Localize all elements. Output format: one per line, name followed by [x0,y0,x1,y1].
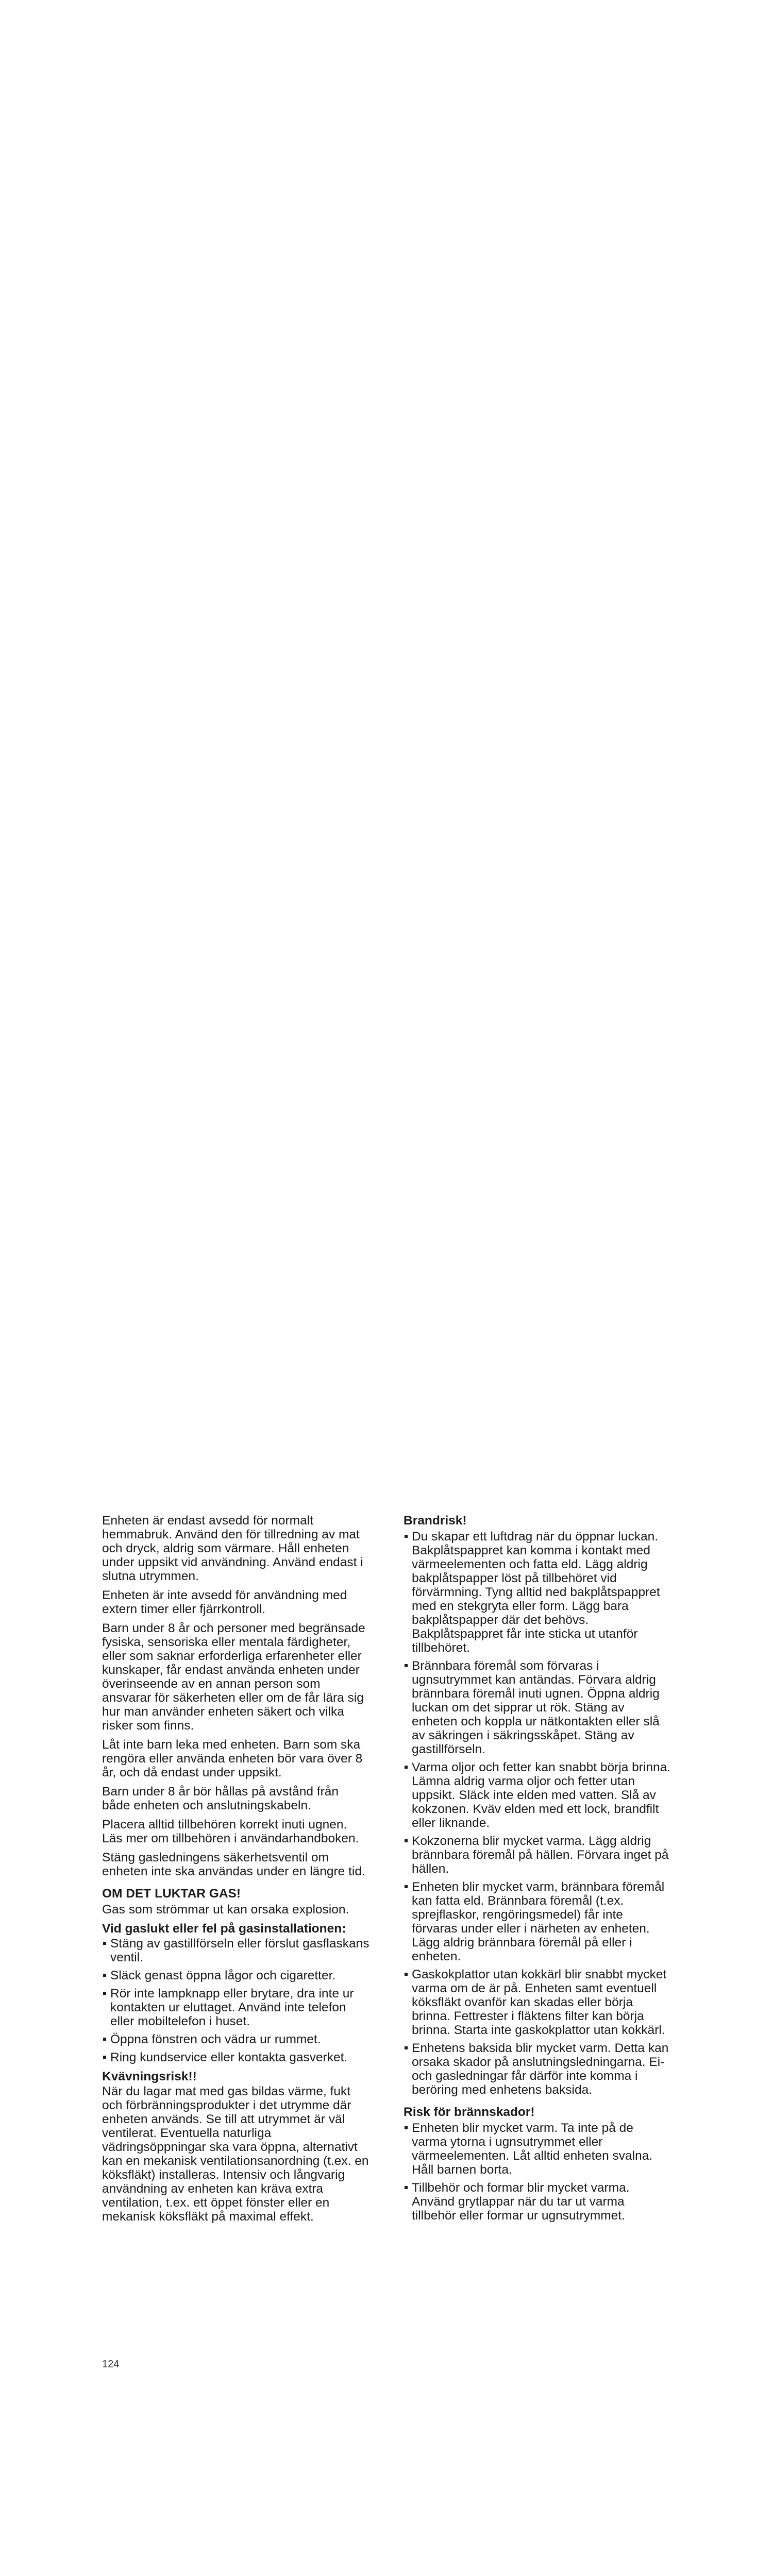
intro-paragraph-7: Stäng gasledningens säkerhetsventil om enheten inte ska användas under en längre tid. [102,1851,365,1878]
list-item: Ring kundservice eller kontakta gasverket. [102,2050,370,2064]
gas-leak-list [102,1937,370,2064]
page-number: 124 [102,2359,120,2370]
intro-paragraph-1: Enheten är endast avsedd för normalt hemmabruk. Använd den för tillredning av mat och dryck, aldrig som värmare. Håll enheten under uppsikt vid användning. Använd endast i slutna utrymmen. [102,1514,363,1583]
list-item: Rör inte lampknapp eller brytare, dra inte ur kontakten ur eluttaget. Använd inte telefon eller mobiltelefon i huset. [102,1987,370,2028]
gas-warning-heading: OM DET LUKTAR GAS! [102,1887,241,1901]
gas-warning-paragraph: Gas som strömmar ut kan orsaka explosion. [102,1903,349,1917]
list-item: Tillbehör och formar blir mycket varma. Använd grytlappar när du tar ut varma tillbehör eller formar ur ugnsutrymmet. [404,2181,671,2223]
intro-paragraph-2: Enheten är inte avsedd för användning med extern timer eller fjärrkontroll. [102,1588,347,1616]
fire-risk-heading: Brandrisk! [404,1514,467,1528]
list-item: Du skapar ett luftdrag när du öppnar luckan. Bakplåtspappret kan komma i kontakt med värmeelementen och fatta eld. Lägg aldrig bakplåtspapper löst på tillbehöret vid förvärmning. Tyng alltid ned bakplåtspappret med en stekgryta eller form. Lägg bara bakplåtspapper där det behövs. Bakplåtspappret får inte sticka ut utanför tillbehöret. [404,1530,671,1655]
list-item: Enheten blir mycket varm. Ta inte på de varma ytorna i ugnsutrymmet eller värmeelementen. Låt alltid enheten svalna. Håll barnen borta. [404,2121,671,2177]
list-item: Enhetens baksida blir mycket varm. Detta kan orsaka skador på anslutningsledningarna. Ei- och gasledningar får därför inte komma i beröring med enhetens baksida. [404,2041,671,2097]
intro-paragraph-3: Barn under 8 år och personer med begränsade fysiska, sensoriska eller mentala färdigheter, eller som saknar erforderliga erfarenheter eller kunskaper, får endast använda enheten under överinseende av en annan person som ansvarar för säkerheten eller om de får lära sig hur man använder enheten säkert och vilka risker som finns. [102,1621,365,1733]
list-item: Brännbara föremål som förvaras i ugnsutrymmet kan antändas. Förvara aldrig brännbara föremål inuti ugnen. Öppna aldrig luckan om det sipprar ut rök. Stäng av enheten och koppla ur nätkontakten eller slå av säkringen i säkringsskåpet. Stäng av gastillförseln. [404,1659,671,1756]
list-item: Släck genast öppna lågor och cigaretter. [102,1969,370,1982]
list-item: Varma oljor och fetter kan snabbt börja brinna. Lämna aldrig varma oljor och fetter utan uppsikt. Släck inte elden med vatten. Slå av kokzonen. Kväv elden med ett lock, brandfilt eller liknande. [404,1760,671,1830]
list-item: Öppna fönstren och vädra ur rummet. [102,2032,370,2046]
burn-risk-list [404,2121,671,2223]
gas-leak-subheading: Vid gaslukt eller fel på gasinstallationen: [102,1922,346,1936]
left-column [102,1514,370,2229]
list-item: Kokzonerna blir mycket varma. Lägg aldrig brännbara föremål på hällen. Förvara inget på hällen. [404,1834,671,1876]
burn-risk-heading: Risk för brännskador! [404,2105,535,2119]
list-item: Stäng av gastillförseln eller förslut gasflaskans ventil. [102,1937,370,1964]
right-column [404,1514,671,2228]
suffocation-paragraph: När du lagar mat med gas bildas värme, fukt och förbränningsprodukter i det utrymme där enheten används. Se till att utrymmet är väl ventilerat. Eventuella naturliga vädringsöppningar ska vara öppna, alternativt kan en mekanisk ventilationsanordning (t.ex. en köksfläkt) installeras. Intensiv och långvarig användning av enheten kan kräva extra ventilation, t.ex. ett öppet fönster eller en mekanisk köksfläkt på maximal effekt. [102,2084,369,2224]
fire-risk-list [404,1530,671,2097]
list-item: Gaskokplattor utan kokkärl blir snabbt mycket varma om de är på. Enheten samt eventuell köksfläkt ovanför kan skadas eller börja brinna. Fettrester i fläktens filter kan börja brinna. Starta inte gaskokplattor utan kokkärl. [404,1968,671,2037]
list-item: Enheten blir mycket varm, brännbara föremål kan fatta eld. Brännbara föremål (t.ex. sprejflaskor, rengöringsmedel) får inte förvaras under eller i närheten av enheten. Lägg aldrig brännbara föremål på eller i enheten. [404,1880,671,1963]
suffocation-heading: Kvävningsrisk!! [102,2070,197,2083]
intro-paragraph-6: Placera alltid tillbehören korrekt inuti ugnen. Läs mer om tillbehören i användarhandboken. [102,1818,359,1845]
intro-paragraph-4: Låt inte barn leka med enheten. Barn som ska rengöra eller använda enheten bör vara över 8 år, och då endast under uppsikt. [102,1738,363,1780]
intro-paragraph-5: Barn under 8 år bör hållas på avstånd från både enheten och anslutningskabeln. [102,1785,339,1812]
